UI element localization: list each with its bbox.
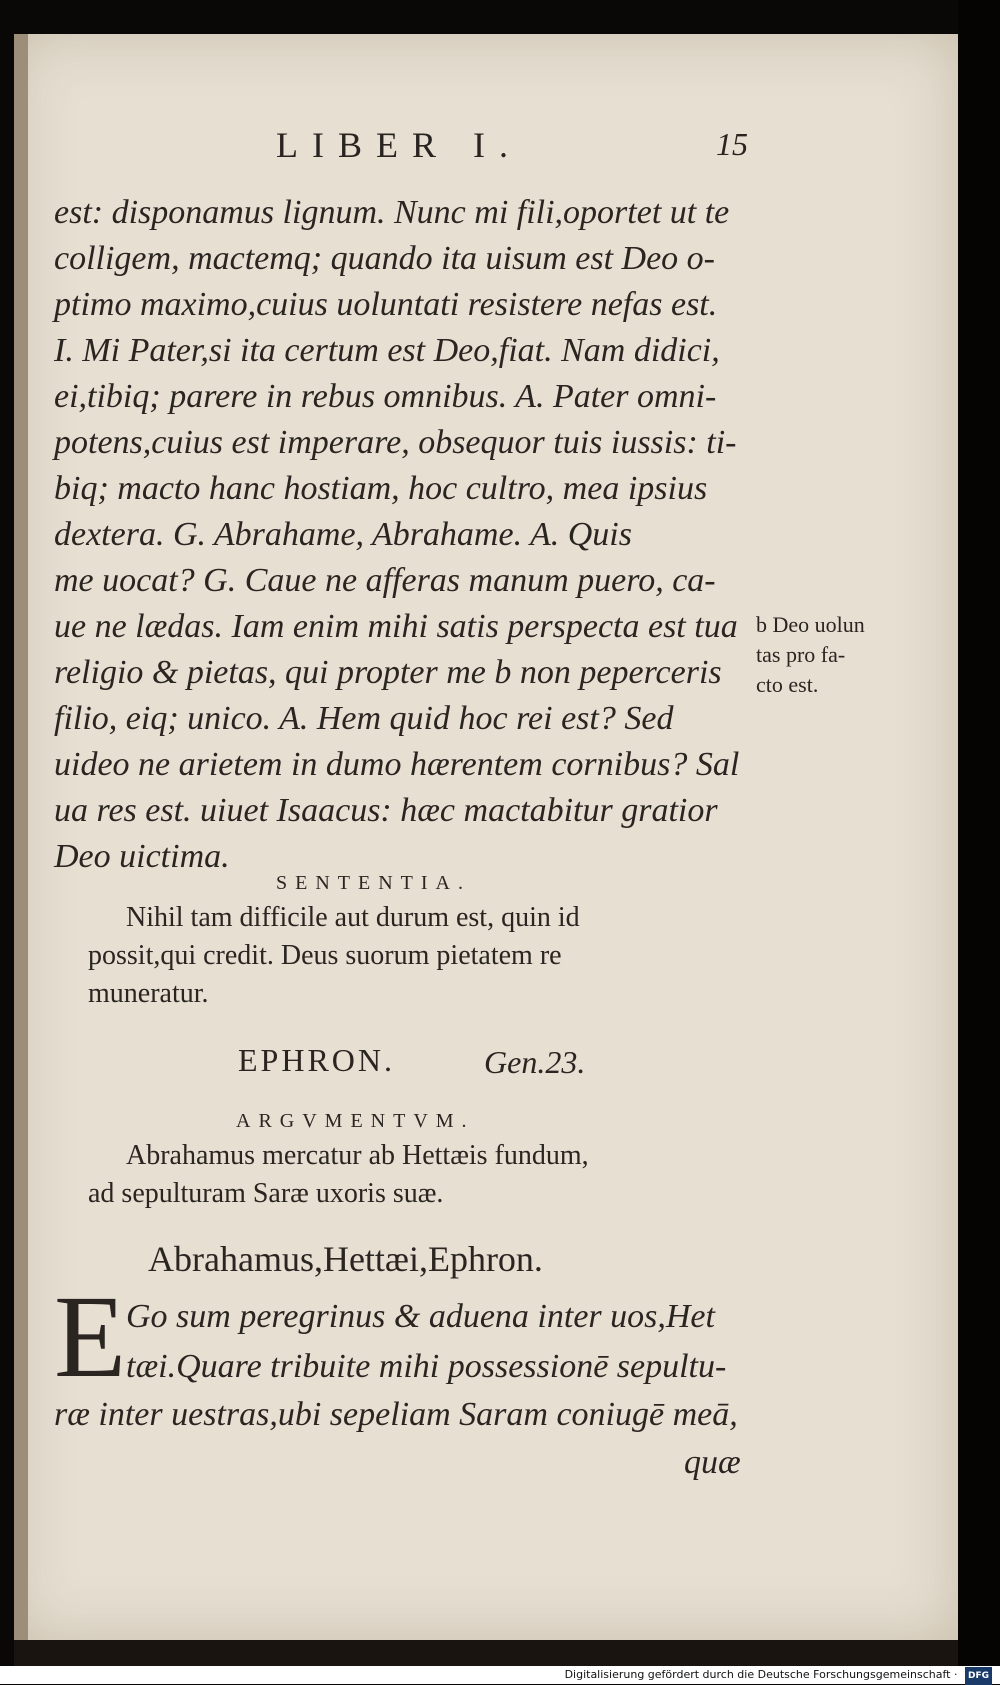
running-title: LIBER I.: [276, 125, 522, 165]
section-heading: EPHRON.: [238, 1042, 396, 1078]
text-line: ue ne lædas. Iam enim mihi satis perspecta est tua: [54, 608, 738, 645]
page-number: 15: [716, 126, 748, 162]
text-line: me uocat? G. Caue ne afferas manum puero, ca-: [54, 562, 716, 599]
argumentum-heading: ARGVMENTVM.: [236, 1110, 475, 1132]
text-line: filio, eiq; unico. A. Hem quid hoc rei est? Sed: [54, 700, 674, 737]
text-line: colligem, mactemq; quando ita uisum est Deo o-: [54, 240, 715, 277]
speakers-line: Abrahamus,Hettæi,Ephron.: [148, 1239, 543, 1279]
margin-note-line: cto est.: [756, 672, 819, 697]
scripture-reference: Gen.23.: [484, 1044, 586, 1080]
argumentum-line: ad sepulturam Saræ uxoris suæ.: [88, 1178, 444, 1209]
sententia-line: Nihil tam difficile aut durum est, quin id: [126, 902, 580, 933]
scan-border: [958, 0, 1000, 1684]
text-line: potens,cuius est imperare, obsequor tuis iussis: ti-: [54, 424, 737, 461]
text-line: religio & pietas, qui propter me b non peperceris: [54, 654, 722, 691]
argumentum-line: Abrahamus mercatur ab Hettæis fundum,: [126, 1140, 589, 1171]
sententia-heading: SENTENTIA.: [276, 872, 471, 894]
page-header: [14, 124, 958, 174]
book-page: [14, 34, 958, 1640]
margin-note-line: tas pro fa-: [756, 642, 846, 667]
text-line: est: disponamus lignum. Nunc mi fili,oportet ut te: [54, 194, 730, 231]
text-line: ei,tibiq; parere in rebus omnibus. A. Pater omni-: [54, 378, 717, 415]
book-spine: [14, 34, 28, 1640]
text-line: ua res est. uiuet Isaacus: hæc mactabitur gratior: [54, 792, 718, 829]
text-line: Go sum peregrinus & aduena inter uos,Het: [126, 1298, 715, 1335]
margin-note-line: b Deo uolun: [756, 612, 865, 637]
drop-capital: E: [54, 1271, 127, 1402]
text-line: biq; macto hanc hostiam, hoc cultro, mea ipsius: [54, 470, 708, 507]
text-line: Deo uictima.: [54, 838, 230, 875]
catchword: quæ: [684, 1444, 741, 1481]
dfg-logo: DFG: [965, 1667, 992, 1685]
text-line: tæi.Quare tribuite mihi possessionē sepultu-: [126, 1348, 727, 1385]
text-line: I. Mi Pater,si ita certum est Deo,fiat. Nam didici,: [54, 332, 720, 369]
credit-text: Digitalisierung gefördert durch die Deutsche Forschungsgemeinschaft ·: [564, 1668, 958, 1681]
text-line: dextera. G. Abrahame, Abrahame. A. Quis: [54, 516, 632, 553]
text-line: uideo ne arietem in dumo hærentem cornibus? Sal: [54, 746, 740, 783]
digitization-credit: [0, 1666, 1000, 1684]
text-line: ræ inter uestras,ubi sepeliam Saram coniugē meā,: [54, 1396, 738, 1433]
sententia-line: muneratur.: [88, 978, 209, 1009]
sententia-line: possit,qui credit. Deus suorum pietatem re: [88, 940, 562, 971]
page-bottom-edge: [14, 1640, 958, 1666]
text-line: ptimo maximo,cuius uoluntati resistere nefas est.: [54, 286, 718, 323]
